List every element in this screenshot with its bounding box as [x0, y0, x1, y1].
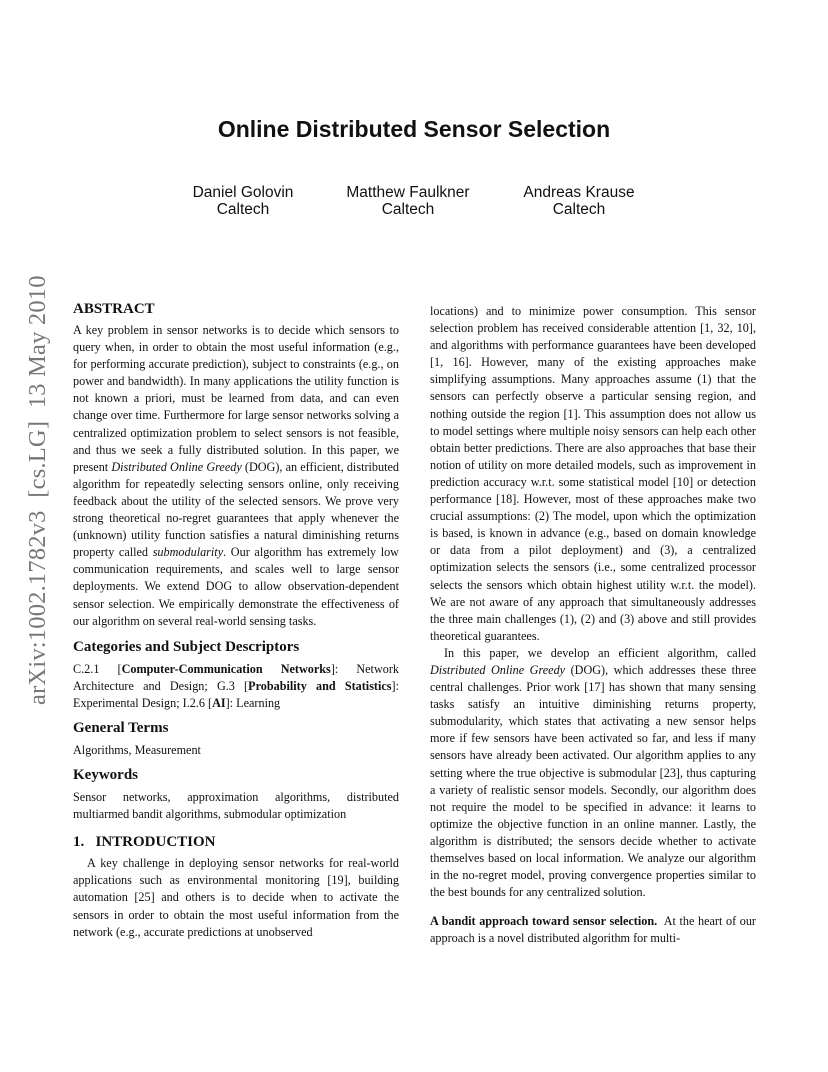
arxiv-stamp — [23, 275, 53, 705]
keywords-text: Sensor networks, approximation algorithms, distributed multiarmed bandit algorithms, submodular optimization — [73, 790, 399, 822]
body-paragraph-2: In this paper, we develop an efficient algorithm, called Distributed Online Greedy (DOG), which addresses these three central challenges. Prior work [17] has shown that many sensing tasks satisfy an intuitive diminishing returns property, submodularity, which states that activating a new sensor helps more if few sensors have been activated so far, and less if many sensors have already been activated. Our algorithm applies to any setting where the true objective is submodular [23], thus capturing a variety of realistic sensor models. Secondly, our algorithm does not require the model to be specified in advance: it learns to optimize the objective function in an online manner. Lastly, the algorithm is distributed; the sensors decide whether to activate themselves based on local information. We analyze our algorithm in the no-regret model, proving convergence properties similar to the best bounds for any centralized solution. — [430, 645, 756, 900]
author-affiliation: Caltech — [552, 201, 606, 218]
introduction-paragraph: A key challenge in deploying sensor networks for real-world applications such as environmental monitoring [19], building automation [25] and others is to decide when to activate the sensors in order to obtain the most useful information from the network (e.g., accurate predictions at unobserved — [73, 856, 399, 939]
categories-heading: Categories and Subject Descriptors — [73, 638, 300, 655]
general-terms-heading: General Terms — [73, 719, 169, 736]
author-3 — [479, 184, 679, 218]
paragraph-run-in-heading: A bandit approach toward sensor selection. — [430, 914, 658, 929]
author-name: Andreas Krause — [523, 184, 635, 201]
author-affiliation: Caltech — [216, 201, 270, 218]
author-name: Daniel Golovin — [192, 184, 294, 201]
left-column — [73, 300, 399, 941]
right-column — [430, 303, 760, 947]
paper-title: Online Distributed Sensor Selection — [217, 116, 611, 142]
author-affiliation: Caltech — [381, 201, 435, 218]
author-name: Matthew Faulkner — [346, 184, 470, 201]
body-paragraph-3: A bandit approach toward sensor selection. At the heart of our approach is a novel distributed algorithm for multi- — [430, 914, 760, 946]
introduction-heading: 1. INTRODUCTION — [73, 834, 216, 851]
abstract-heading: ABSTRACT — [73, 301, 155, 317]
author-2 — [308, 184, 508, 218]
categories-text: C.2.1 [Computer-Communication Networks]: Network Architecture and Design; G.3 [Probability and Statistics]: Experimental Design; I.2.6 [AI]: Learning — [73, 661, 399, 710]
arxiv-stamp-text: arXiv:1002.1782v3 [cs.LG] 13 May 2010 — [24, 275, 51, 705]
general-terms-text: Algorithms, Measurement — [73, 742, 201, 757]
keywords-heading: Keywords — [73, 767, 138, 784]
body-paragraph-1: locations) and to minimize power consumption. This sensor selection problem has received considerable attention [1, 32, 10], and algorithms with performance guarantees have been developed [1, 16]. However, many of the existing approaches make simplifying assumptions. Many approaches assume (1) that the sensors can perfectly observe a particular sensing region, and nothing outside the region [1]. This assumption does not allow us to model settings where multiple noisy sensors can help each other obtain better predictions. There are also approaches that base their notion of utility on more detailed models, such as improvement in prediction accuracy w.r.t. some statistical model [10] or detection performance [18]. However, most of these approaches make two crucial assumptions: (2) The model, upon which the optimization is based, is known in advance (e.g., based on domain knowledge or data from a pilot deployment) and (3), a centralized optimization selects the sensors (i.e., some centralized processor selects the sensors which obtain highest utility w.r.t. the model). We are not aware of any approach that simultaneously addresses the three main challenges (1), (2) and (3) above and still provides theoretical guarantees. — [430, 304, 756, 643]
abstract-text: A key problem in sensor networks is to decide which sensors to query when, in order to obtain the most useful information (e.g., for performing accurate prediction), subject to constraints (e.g., on power and bandwidth). In many applications the utility function is not known a priori, must be learned from data, and can even change over time. Furthermore for large sensor networks solving a centralized optimization problem to select sensors is not feasible, and thus we seek a fully distributed solution. In this paper, we present Distributed Online Greedy (DOG), an efficient, distributed algorithm for repeatedly selecting sensors online, only receiving feedback about the utility of the selected sensors. We prove very strong theoretical no-regret guarantees that apply whenever the (unknown) utility function satisfies a natural diminishing returns property called submodularity. Our algorithm has extremely low communication requirements, and scales well to large sensor deployments. We extend DOG to allow observation-dependent sensor selection. We empirically demonstrate the effectiveness of our algorithm on several real-world sensing tasks. — [73, 323, 399, 628]
